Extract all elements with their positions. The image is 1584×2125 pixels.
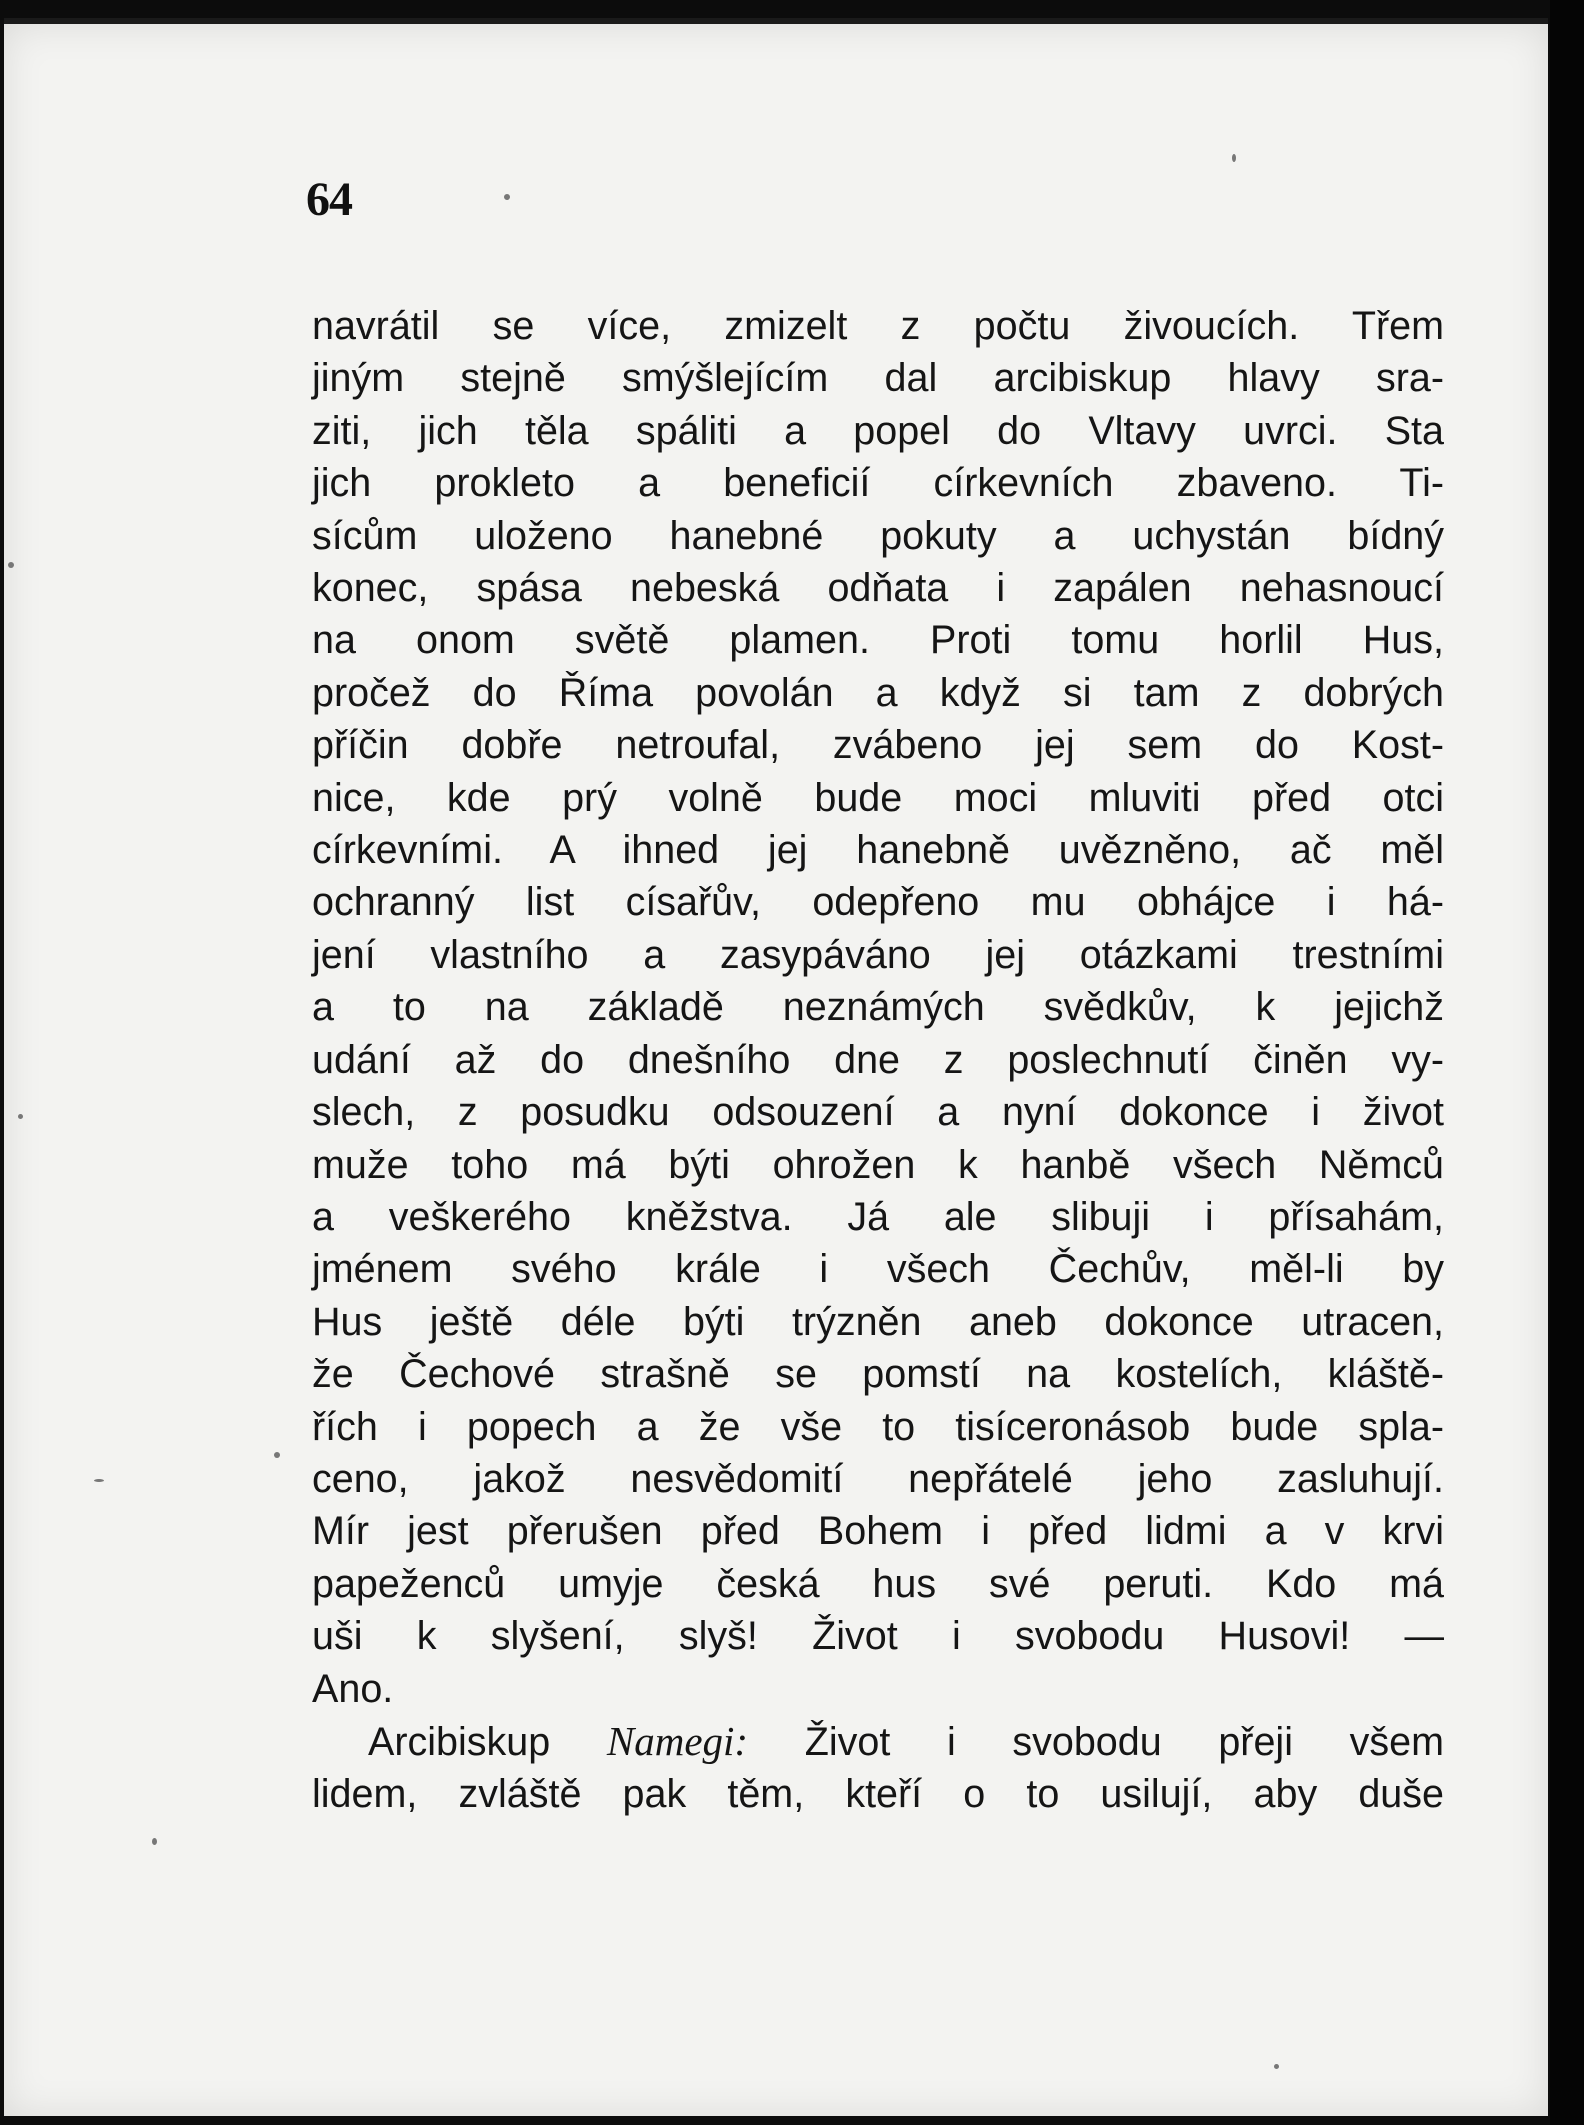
- text-line: příčin dobře netroufal, zvábeno jej sem do Kost-: [312, 723, 1444, 768]
- dust-speck: [1232, 154, 1236, 162]
- page-number: 64: [306, 173, 352, 226]
- text-line: a to na základě neznámých svědkův, k jejichž: [312, 985, 1444, 1030]
- text-line: jménem svého krále i všech Čechův, měl-li by: [312, 1247, 1444, 1292]
- text-line: navrátil se více, zmizelt z počtu živoucích. Třem: [312, 304, 1444, 348]
- dust-speck: [152, 1838, 157, 1845]
- text-line: jich prokleto a beneficií církevních zbaveno. Ti-: [312, 461, 1444, 506]
- text-line: ochranný list císařův, odepřeno mu obhájce i há-: [312, 880, 1444, 925]
- text-line: na onom světě plamen. Proti tomu horlil Hus,: [312, 618, 1444, 663]
- text-line: slech, z posudku odsouzení a nyní dokonce i život: [312, 1090, 1444, 1135]
- text-line: pročež do Říma povolán a když si tam z dobrých: [312, 670, 1444, 715]
- text-line: nice, kde prý volně bude moci mluviti před otci: [312, 775, 1444, 820]
- text-line: lidem, zvláště pak těm, kteří o to usilují, aby duše: [312, 1772, 1444, 1817]
- text-line: ceno, jakož nesvědomití nepřátelé jeho zasluhují.: [312, 1456, 1444, 1501]
- dialogue-text: Život i svobodu přeji všem: [748, 1719, 1444, 1764]
- text-line: papeženců umyje česká hus své peruti. Kdo má: [312, 1561, 1444, 1606]
- text-line: jiným stejně smýšlejícím dal arcibiskup hlavy sra-: [312, 356, 1444, 401]
- text-line: udání až do dnešního dne z poslechnutí činěn vy-: [312, 1037, 1444, 1082]
- text-line: řích i popech a že vše to tisíceronásob bude spla-: [312, 1404, 1444, 1449]
- dust-speck: [504, 194, 510, 200]
- text-line: Hus ještě déle býti trýzněn aneb dokonce utracen,: [312, 1299, 1444, 1344]
- dust-speck: [18, 1114, 23, 1119]
- text-line: konec, spása nebeská odňata i zapálen nehasnoucí: [312, 566, 1444, 611]
- text-line: církevními. A ihned jej hanebně uvězněno, ač měl: [312, 828, 1444, 873]
- text-line: jení vlastního a zasypáváno jej otázkami trestními: [312, 932, 1444, 977]
- text-line: ziti, jich těla spáliti a popel do Vltavy uvrci. Sta: [312, 408, 1444, 453]
- body-text: [312, 300, 1444, 1821]
- dust-speck: [1274, 2064, 1279, 2069]
- text-line: muže toho má býti ohrožen k hanbě všech Němců: [312, 1142, 1444, 1187]
- scan-dark-edge: [1550, 0, 1584, 2125]
- text-line: že Čechové strašně se pomstí na kostelích, kláště-: [312, 1352, 1444, 1397]
- dialogue-line: [312, 1715, 1444, 1768]
- dust-speck: [274, 1452, 280, 1458]
- text-line: sícům uloženo hanebné pokuty a uchystán bídný: [312, 513, 1444, 558]
- speaker-name: Namegi:: [606, 1717, 749, 1764]
- text-line: a veškerého kněžstva. Já ale slibuji i přísahám,: [312, 1194, 1444, 1239]
- speaker-intro: Arcibiskup: [368, 1719, 607, 1764]
- dust-speck: [94, 1479, 104, 1482]
- text-line: Ano.: [312, 1666, 394, 1711]
- dust-speck: [8, 562, 14, 568]
- text-line: Mír jest přerušen před Bohem i před lidmi a v krvi: [312, 1509, 1444, 1554]
- text-line: uši k slyšení, slyš! Život i svobodu Husovi! —: [312, 1614, 1444, 1659]
